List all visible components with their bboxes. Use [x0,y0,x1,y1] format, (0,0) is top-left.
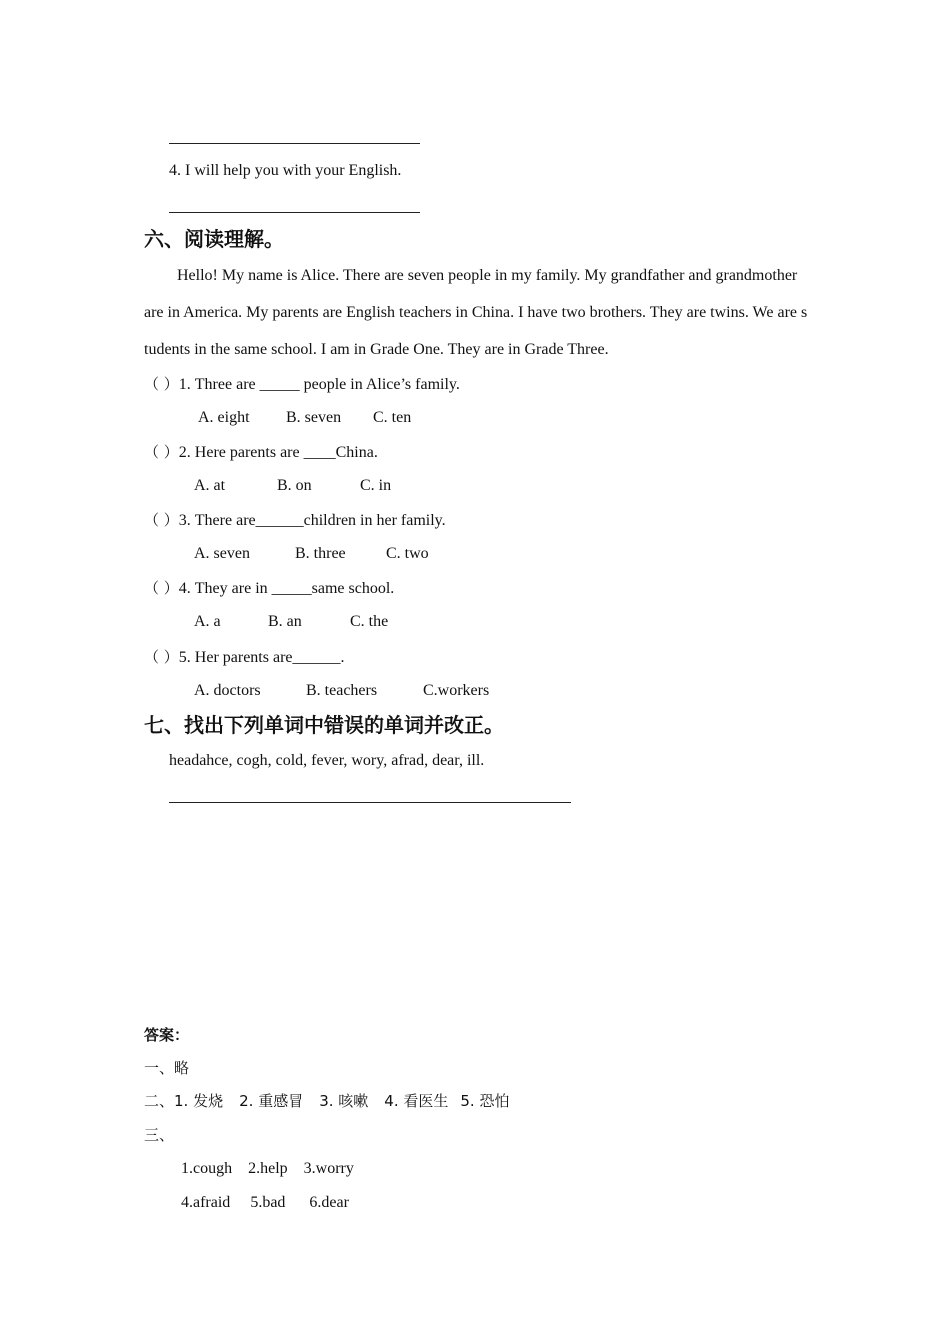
answer-word: 3.worry [303,1160,354,1177]
question-stem: 4. They are in _____same school. [178,580,395,597]
question-3 [144,510,446,531]
question-stem: 3. There are______children in her family. [178,512,446,529]
q5-option-c: C.workers [423,682,490,699]
answers-part2-prefix: 二、 [144,1092,175,1110]
reading-passage-text: Hello! My name is Alice. There are seven people in my family. My grandfather and grandmother are in America. My parents are English teachers in China. I have two brothers. They are twins. We are students in the same school. I am in Grade One. They are in Grade Three. [144,267,808,358]
answer-word: 1.cough [181,1160,233,1177]
part5-item4: 4. I will help you with your English. [169,162,402,179]
misspelled-words: headahce, cogh, cold, fever, wory, afrad, dear, ill. [169,752,485,769]
answer-item: 5. 恐怕 [460,1092,510,1110]
part6-heading: 六、阅读理解。 [144,227,284,251]
answers-part3: 三、 [144,1126,175,1144]
answers-part3-row1 [181,1159,354,1179]
q2-option-a: A. at [194,477,226,494]
answer-paren[interactable]: （ ） [144,443,179,461]
q5-option-b: B. teachers [306,682,378,699]
question-stem: 2. Here parents are ____China. [178,444,378,461]
q4-option-b: B. an [268,613,302,630]
answer-line-4 [169,212,420,213]
answers-part2 [144,1091,509,1112]
answer-paren[interactable]: （ ） [144,511,179,529]
answer-word: 2.help [248,1160,288,1177]
question-5 [144,647,345,668]
q4-option-a: A. a [194,613,221,630]
q1-option-c: C. ten [373,409,412,426]
answer-word: 6.dear [309,1194,349,1211]
answer-line-3 [169,143,420,144]
answer-word: 5.bad [250,1194,286,1211]
answers-part3-row2 [181,1193,349,1213]
q2-option-b: B. on [277,477,312,494]
answer-line-words [169,802,571,803]
answer-item: 1. 发烧 [174,1092,224,1110]
part7-heading: 七、找出下列单词中错误的单词并改正。 [144,713,504,737]
q1-option-b: B. seven [286,409,342,426]
answers-title: 答案： [144,1026,190,1044]
q2-option-c: C. in [360,477,392,494]
reading-passage [144,257,808,368]
question-stem: 1. Three are _____ people in Alice’s family. [178,376,460,393]
q1-option-a: A. eight [198,409,250,426]
question-stem: 5. Her parents are______. [178,649,345,666]
q4-option-c: C. the [350,613,389,630]
question-1 [144,374,460,395]
q3-option-c: C. two [386,545,429,562]
q5-option-a: A. doctors [194,682,261,699]
question-2 [144,442,378,463]
answers-part1: 一、略 [144,1059,190,1077]
answer-paren[interactable]: （ ） [144,579,179,597]
question-4 [144,578,394,599]
q3-option-a: A. seven [194,545,250,562]
answer-word: 4.afraid [181,1194,231,1211]
q3-option-b: B. three [295,545,346,562]
answer-item: 2. 重感冒 [239,1092,304,1110]
answer-paren[interactable]: （ ） [144,375,179,393]
answer-item: 4. 看医生 [384,1092,449,1110]
answer-item: 3. 咳嗽 [319,1092,369,1110]
answer-paren[interactable]: （ ） [144,648,179,666]
